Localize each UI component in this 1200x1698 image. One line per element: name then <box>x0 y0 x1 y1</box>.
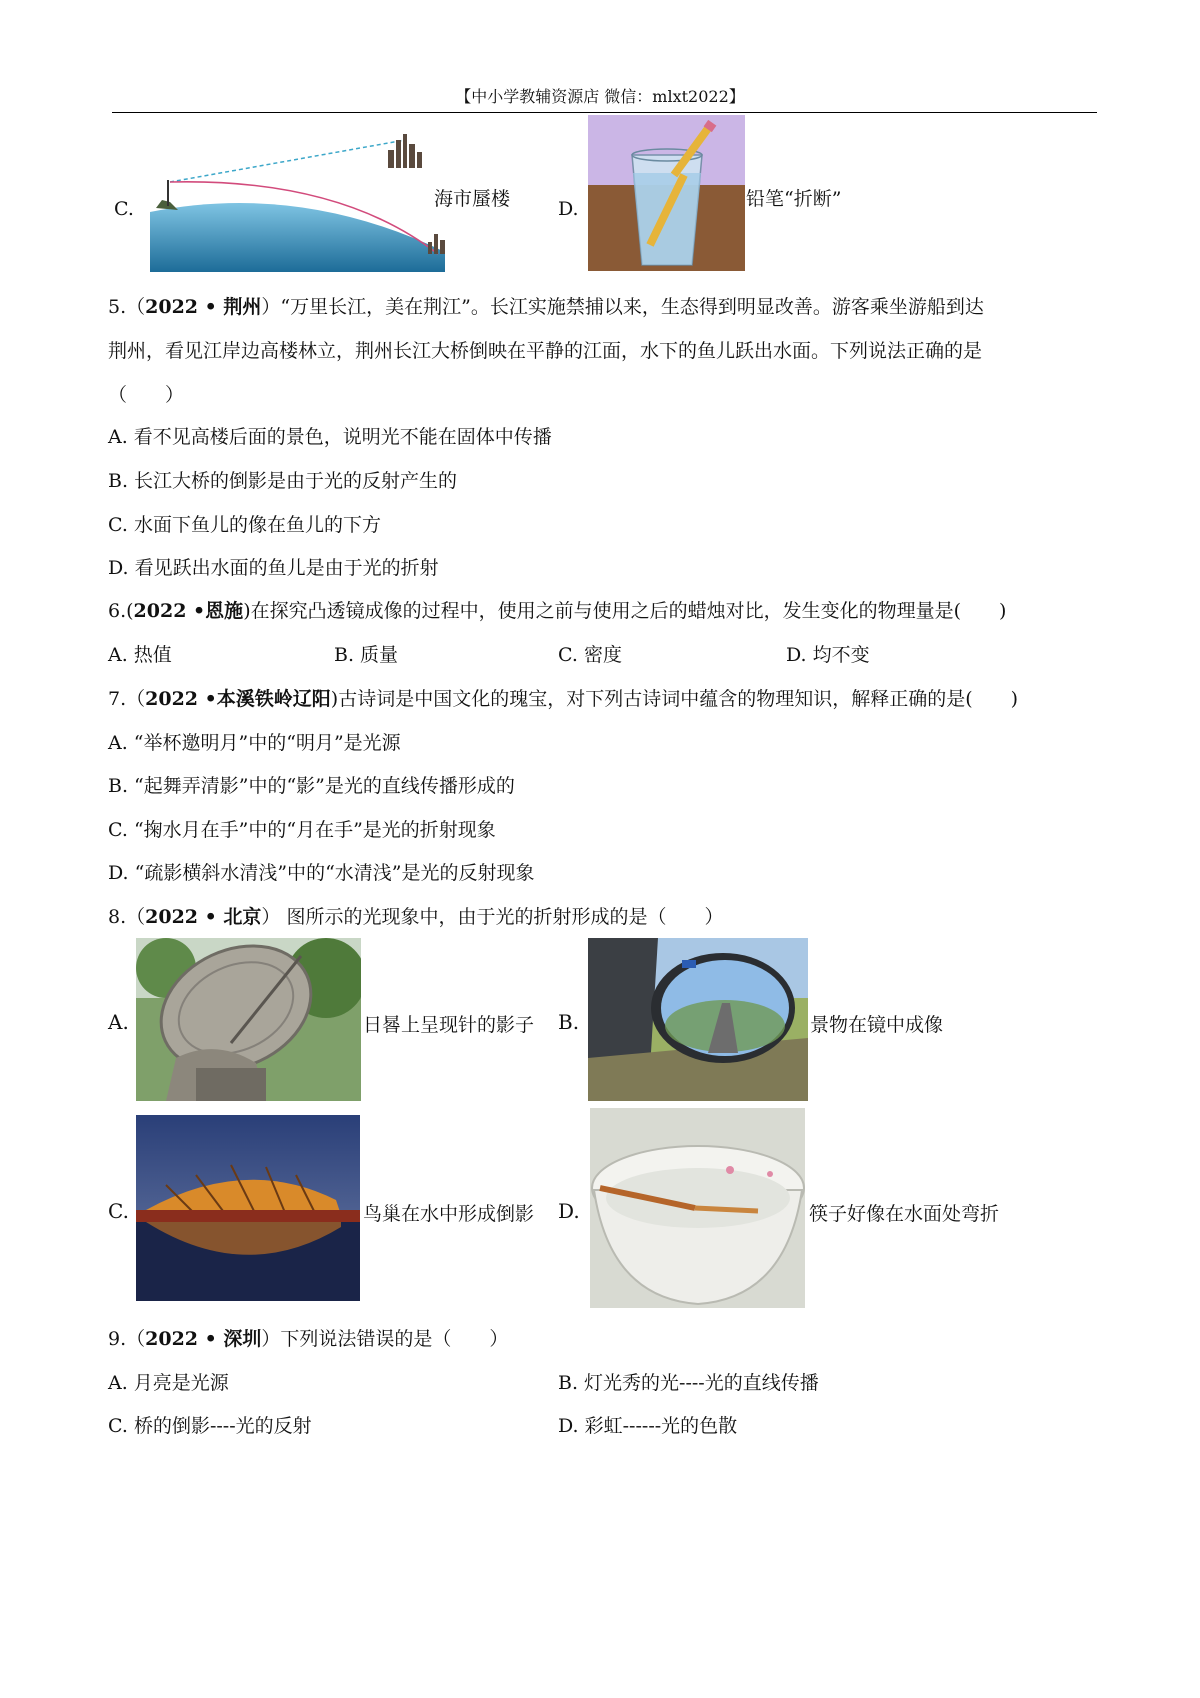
q8-option-a-letter: A. <box>108 1010 129 1034</box>
mirage-figure <box>140 130 460 280</box>
q5-stem-line1 <box>108 292 984 319</box>
q4-option-d-letter: D. <box>558 198 579 220</box>
q5-option-b: B. 长江大桥的倒影是由于光的反射产生的 <box>108 470 458 492</box>
q6-option-b: B. 质量 <box>334 644 399 666</box>
chopsticks-bowl-photo <box>590 1108 805 1308</box>
q6-stem <box>108 596 1006 623</box>
q8-option-b-caption: 景物在镜中成像 <box>810 1014 944 1036</box>
q9-option-c: C. 桥的倒影----光的反射 <box>108 1415 312 1437</box>
q9-source: 2022 • 深圳 <box>145 1328 262 1350</box>
header-rule <box>112 112 1097 113</box>
q5-stem-line2: 荆州，看见江岸边高楼林立，荆州长江大桥倒映在平静的江面，水下的鱼儿跃出水面。下列说法正确的是 <box>108 340 983 362</box>
q5-option-c: C. 水面下鱼儿的像在鱼儿的下方 <box>108 514 381 536</box>
q4-option-c-letter: C. <box>114 198 134 220</box>
q8-stem <box>108 902 723 929</box>
q8-source: 2022 • 北京 <box>145 906 262 928</box>
sundial-photo <box>136 938 361 1101</box>
page-header: 【中小学教辅资源店 微信：mlxt2022】 <box>455 87 745 106</box>
q8-option-d-caption: 筷子好像在水面处弯折 <box>809 1203 1000 1225</box>
q7-option-a: A. “举杯邀明月”中的“明月”是光源 <box>108 732 401 754</box>
q7-option-b: B. “起舞弄清影”中的“影”是光的直线传播形成的 <box>108 775 515 797</box>
q8-option-c-caption: 鸟巢在水中形成倒影 <box>363 1203 535 1225</box>
q9-option-d: D. 彩虹------光的色散 <box>558 1415 738 1437</box>
q9-option-b: B. 灯光秀的光----光的直线传播 <box>558 1372 819 1394</box>
q7-option-c: C. “掬水月在手”中的“月在手”是光的折射现象 <box>108 819 496 841</box>
pencil-in-glass-figure <box>588 115 745 271</box>
q7-number: 7.（ <box>108 688 146 710</box>
q8-stem-text: ） 图所示的光现象中，由于光的折射形成的是（ ） <box>261 906 724 928</box>
q7-stem-text: )古诗词是中国文化的瑰宝，对下列古诗词中蕴含的物理知识，解释正确的是( ) <box>330 688 1019 710</box>
q6-option-d: D. 均不变 <box>786 644 870 666</box>
q7-source: 2022 •本溪铁岭辽阳 <box>145 688 331 710</box>
q5-option-a: A. 看不见高楼后面的景色，说明光不能在固体中传播 <box>108 426 552 448</box>
q6-option-c: C. 密度 <box>558 644 622 666</box>
q9-number: 9.（ <box>108 1328 146 1350</box>
q5-stem-1: ）“万里长江，美在荆江”。长江实施禁捕以来，生态得到明显改善。游客乘坐游船到达 <box>261 296 984 318</box>
q9-option-a: A. 月亮是光源 <box>108 1372 229 1394</box>
q4-option-c-caption: 海市蜃楼 <box>434 188 511 210</box>
q7-option-d: D. “疏影横斜水清浅”中的“水清浅”是光的反射现象 <box>108 862 535 884</box>
q5-number: 5.（ <box>108 296 146 318</box>
q4-option-d-caption: 铅笔“折断” <box>746 188 842 210</box>
q6-option-a: A. 热值 <box>108 644 172 666</box>
q6-stem-text: )在探究凸透镜成像的过程中，使用之前与使用之后的蜡烛对比，发生变化的物理量是( ) <box>243 600 1007 622</box>
q5-source: 2022 • 荆州 <box>145 296 262 318</box>
q5-option-d: D. 看见跃出水面的鱼儿是由于光的折射 <box>108 557 439 579</box>
q8-option-a-caption: 日晷上呈现针的影子 <box>363 1014 535 1036</box>
q5-bracket: （ ） <box>108 384 185 406</box>
q8-option-c-letter: C. <box>108 1199 129 1223</box>
q8-option-b-letter: B. <box>558 1010 580 1034</box>
q8-number: 8.（ <box>108 906 146 928</box>
q9-stem <box>108 1324 508 1351</box>
birds-nest-photo <box>136 1115 360 1301</box>
q9-stem-text: ）下列说法错误的是（ ） <box>261 1328 509 1350</box>
car-mirror-photo <box>588 938 808 1101</box>
q8-option-d-letter: D. <box>558 1199 580 1223</box>
q6-number: 6.( <box>108 600 134 622</box>
q7-stem <box>108 684 1018 711</box>
q6-source: 2022 •恩施 <box>133 600 244 622</box>
